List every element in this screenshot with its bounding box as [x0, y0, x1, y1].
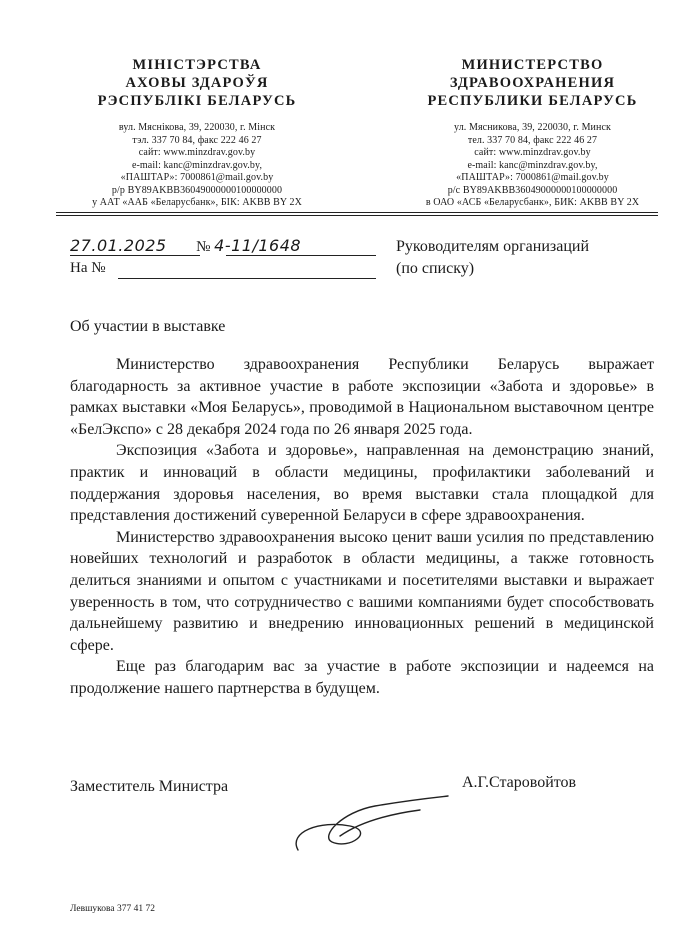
address-line: тэл. 337 70 84, факс 222 46 27 — [132, 134, 262, 146]
handwritten-signature-icon — [280, 792, 500, 862]
header-divider — [56, 215, 658, 216]
letterhead-belarusian — [62, 56, 332, 210]
outgoing-reference — [70, 236, 301, 256]
ministry-name-line: ЗДРАВООХРАНЕНИЯ — [449, 75, 616, 91]
letter-number: 4-11/1648 — [214, 236, 302, 255]
ministry-address-ru — [400, 122, 665, 210]
body-paragraph: Министерство здравоохранения Республики Беларусь выражает благодарность за активное участие в работе экспозиции «Забота и здоровье» в рамках выставки «Моя Беларусь», проводимой в Национальном выставочном центре «БелЭкспо» с 28 декабря 2024 года по 26 января 2025 года. — [70, 356, 654, 438]
addressee-block — [396, 236, 589, 280]
ministry-name-line: МИНИСТЕРСТВО — [461, 57, 604, 73]
address-line: ул. Мясникова, 39, 220030, г. Минск — [454, 122, 611, 133]
ministry-name-line: МІНІСТЭРСТВА — [132, 57, 262, 73]
signer-name: А.Г.Старовойтов — [462, 774, 577, 791]
body-paragraph: Министерство здравоохранения высоко ценит ваши усилия по представлению новейших технологий и разработок в области медицины, а также готовность делиться знаниями и опытом с участниками и посетителями выставки и выражает уверенность в том, что сотрудничество с вашими компаниями будет способствовать дальнейшему развитию и внедрению инновационных решений в медицинской сфере. — [70, 528, 654, 654]
addressee-line: (по списку) — [396, 260, 475, 277]
address-line: «ПАШТАР»: 7000861@mail.gov.by — [456, 172, 609, 183]
address-line: тел. 337 70 84, факс 222 46 27 — [467, 134, 598, 146]
letterhead-russian — [400, 56, 665, 210]
ministry-name-line: РЭСПУБЛІКІ БЕЛАРУСЬ — [97, 93, 297, 109]
letter-date: 27.01.2025 — [70, 236, 167, 255]
letter-body — [70, 354, 654, 700]
ministry-name-line: РЕСПУБЛИКИ БЕЛАРУСЬ — [427, 93, 638, 109]
address-line: «ПАШТАР»: 7000861@mail.gov.by — [120, 172, 274, 183]
executor-note: Левшукова 377 41 72 — [70, 904, 155, 914]
address-line: р/с BY89AKBB36049000000100000000 — [447, 184, 618, 196]
address-line: сайт: www.minzdrav.gov.by — [474, 147, 591, 158]
ministry-name-ru — [400, 56, 665, 110]
address-line: вул. Мяснікова, 39, 220030, г. Мінск — [118, 122, 276, 133]
address-line: e-mail: kanc@minzdrav.gov.by, — [467, 159, 598, 171]
number-underline — [226, 255, 376, 256]
address-line: у ААТ «ААБ «Беларусбанк», БІК: AKBB BY 2X — [92, 197, 302, 208]
address-line: в ОАО «АСБ «Беларусбанк», БИК: AKBB BY 2X — [425, 197, 640, 208]
letter-subject: Об участии в выставке — [70, 318, 226, 335]
ministry-address-by — [62, 122, 332, 210]
signer-role: Заместитель Министра — [70, 778, 229, 795]
ministry-name-line: АХОВЫ ЗДАРОЎЯ — [125, 75, 269, 91]
address-line: р/р BY89AKBB36049000000100000000 — [111, 184, 283, 196]
body-paragraph: Экспозиция «Забота и здоровье», направленная на демонстрацию знаний, практик и инноваций в области медицины, профилактики заболеваний и поддержания здоровья населения, во время выставки стала площадкой для представления достижений суверенной Беларуси в сфере здравоохранения. — [70, 442, 654, 525]
header-divider — [56, 212, 658, 213]
addressee-line: Руководителям организаций — [396, 238, 590, 255]
address-line: e-mail: kanc@minzdrav.gov.by, — [131, 159, 263, 171]
ministry-name-by — [62, 56, 332, 110]
incoming-number-label: На № — [70, 260, 106, 276]
number-label: № — [196, 239, 211, 255]
incoming-reference — [70, 260, 106, 277]
body-paragraph: Еще раз благодарим вас за участие в работе экспозиции и надеемся на продолжение нашего партнерства в будущем. — [70, 658, 654, 697]
incoming-number-underline — [118, 278, 376, 279]
date-underline — [70, 255, 200, 256]
address-line: сайт: www.minzdrav.gov.by — [138, 147, 256, 158]
